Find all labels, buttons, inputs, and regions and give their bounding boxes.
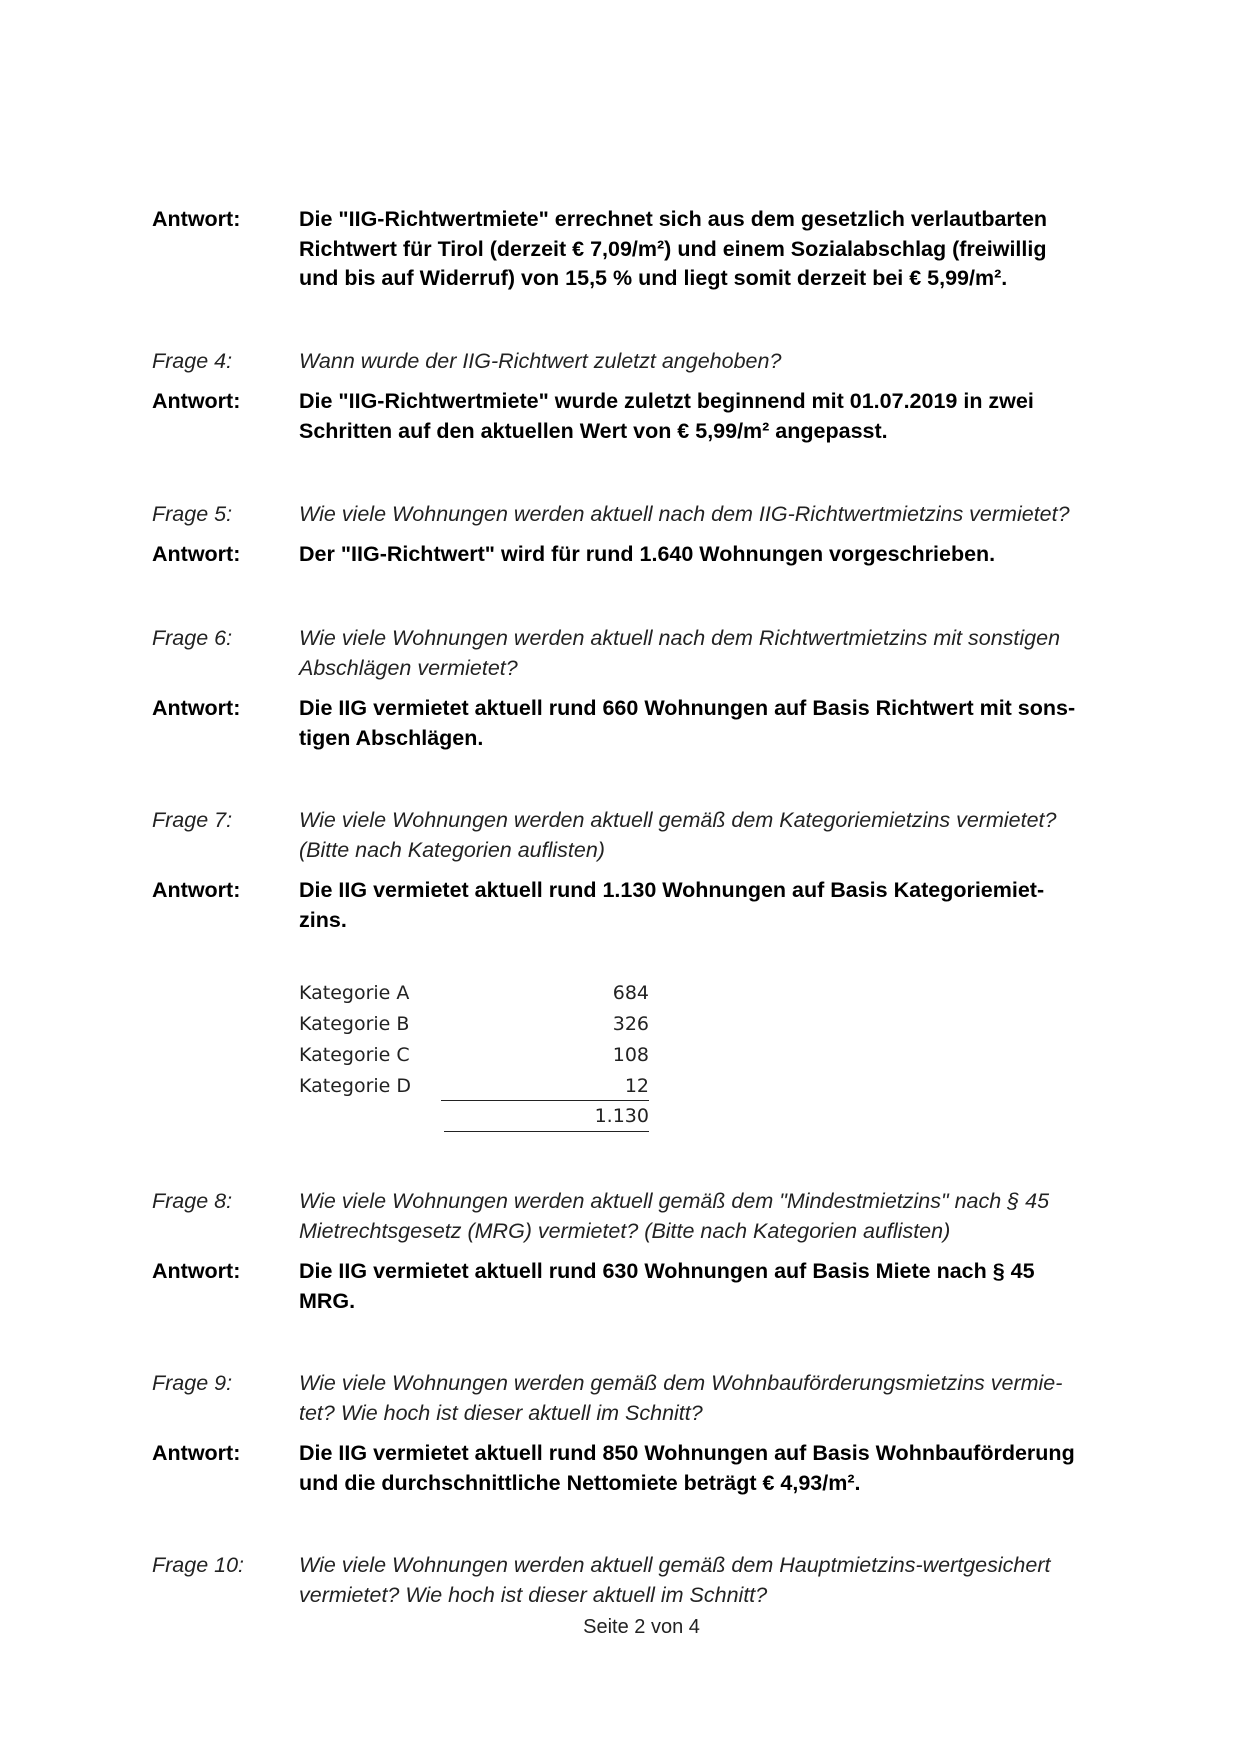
category-row [299,1039,649,1070]
question-6-line-1: Wie viele Wohnungen werden aktuell nach dem Richtwertmietzins mit sonstigen [299,626,1061,650]
question-7-line-1: Wie viele Wohnungen werden aktuell gemäß dem Kategoriemietzins vermietet? [299,808,1057,832]
question-10-line-1: Wie viele Wohnungen werden aktuell gemäß dem Hauptmietzins-wertgesichert [299,1553,1051,1577]
answer-6-line-1: Die IIG vermietet aktuell rund 660 Wohnungen auf Basis Richtwert mit sons- [299,696,1076,720]
question-10-label: Frage 10: [152,1553,245,1577]
question-4-label: Frage 4: [152,349,233,373]
answer-7 [152,876,1142,935]
category-sum-divider [441,1100,649,1101]
question-7-label: Frage 7: [152,808,233,832]
answer-5-line-1: Der "IIG-Richtwert" wird für rund 1.640 Wohnungen vorgeschrieben. [299,542,996,566]
question-8 [152,1187,1142,1246]
answer-7-line-1: Die IIG vermietet aktuell rund 1.130 Wohnungen auf Basis Kategoriemiet- [299,878,1045,902]
answer-4 [152,387,1142,446]
answer-8-label: Antwort: [152,1259,241,1283]
answer-4-line-1: Die "IIG-Richtwertmiete" wurde zuletzt beginnend mit 01.07.2019 in zwei [299,389,1034,413]
question-9-label: Frage 9: [152,1371,233,1395]
category-name: Kategorie D [299,1074,412,1097]
category-row [299,1070,649,1101]
answer-3-line-2: Richtwert für Tirol (derzeit € 7,09/m²) und einem Sozialabschlag (freiwillig [299,236,1047,261]
category-total-row [299,1101,649,1131]
question-8-line-2: Mietrechtsgesetz (MRG) vermietet? (Bitte nach Kategorien auflisten) [299,1218,951,1243]
category-row [299,1008,649,1039]
question-6 [152,624,1142,683]
answer-9-line-2: und die durchschnittliche Nettomiete beträgt € 4,93/m². [299,1470,861,1495]
answer-6-line-2: tigen Abschlägen. [299,725,484,750]
answer-8 [152,1257,1142,1316]
answer-7-label: Antwort: [152,878,241,902]
category-name: Kategorie A [299,981,410,1004]
question-8-line-1: Wie viele Wohnungen werden aktuell gemäß dem "Mindestmietzins" nach § 45 [299,1189,1050,1213]
question-6-line-2: Abschlägen vermietet? [299,655,518,680]
answer-3 [152,205,1142,294]
question-7-line-2: (Bitte nach Kategorien auflisten) [299,837,605,862]
question-5-line-1: Wie viele Wohnungen werden aktuell nach dem IIG-Richtwertmietzins vermietet? [299,502,1070,526]
question-9-line-2: tet? Wie hoch ist dieser aktuell im Schnitt? [299,1400,703,1425]
answer-3-label: Antwort: [152,207,241,231]
category-value: 684 [612,981,649,1004]
answer-4-label: Antwort: [152,389,241,413]
question-8-label: Frage 8: [152,1189,233,1213]
answer-4-line-2: Schritten auf den aktuellen Wert von € 5,99/m² angepasst. [299,418,888,443]
question-7 [152,806,1142,865]
question-4-line-1: Wann wurde der IIG-Richtwert zuletzt angehoben? [299,349,782,373]
answer-8-line-1: Die IIG vermietet aktuell rund 630 Wohnungen auf Basis Miete nach § 45 [299,1259,1035,1283]
category-name: Kategorie C [299,1043,410,1066]
category-row [299,977,649,1008]
category-total: 1.130 [444,1101,649,1132]
question-6-label: Frage 6: [152,626,233,650]
question-5 [152,500,1142,530]
answer-8-line-2: MRG. [299,1288,356,1313]
answer-9 [152,1439,1142,1498]
question-5-label: Frage 5: [152,502,233,526]
question-10 [152,1551,1142,1610]
category-name: Kategorie B [299,1012,410,1035]
question-4 [152,347,1142,377]
answer-6-label: Antwort: [152,696,241,720]
answer-3-line-1: Die "IIG-Richtwertmiete" errechnet sich aus dem gesetzlich verlautbarten [299,207,1048,231]
answer-9-line-1: Die IIG vermietet aktuell rund 850 Wohnungen auf Basis Wohnbauförderung [299,1441,1075,1465]
answer-5 [152,540,1142,570]
category-value: 108 [612,1043,649,1066]
category-value: 326 [612,1012,649,1035]
category-table [299,977,649,1131]
answer-3-line-3: und bis auf Widerruf) von 15,5 % und liegt somit derzeit bei € 5,99/m². [299,266,1008,290]
answer-6 [152,694,1142,753]
question-10-line-2: vermietet? Wie hoch ist dieser aktuell im Schnitt? [299,1582,768,1607]
answer-7-line-2: zins. [299,907,347,932]
answer-5-label: Antwort: [152,542,241,566]
question-9 [152,1369,1142,1428]
page-number-footer: Seite 2 von 4 [583,1616,700,1638]
question-9-line-1: Wie viele Wohnungen werden gemäß dem Wohnbauförderungsmietzins vermie- [299,1371,1063,1395]
answer-9-label: Antwort: [152,1441,241,1465]
category-value: 12 [624,1074,649,1097]
